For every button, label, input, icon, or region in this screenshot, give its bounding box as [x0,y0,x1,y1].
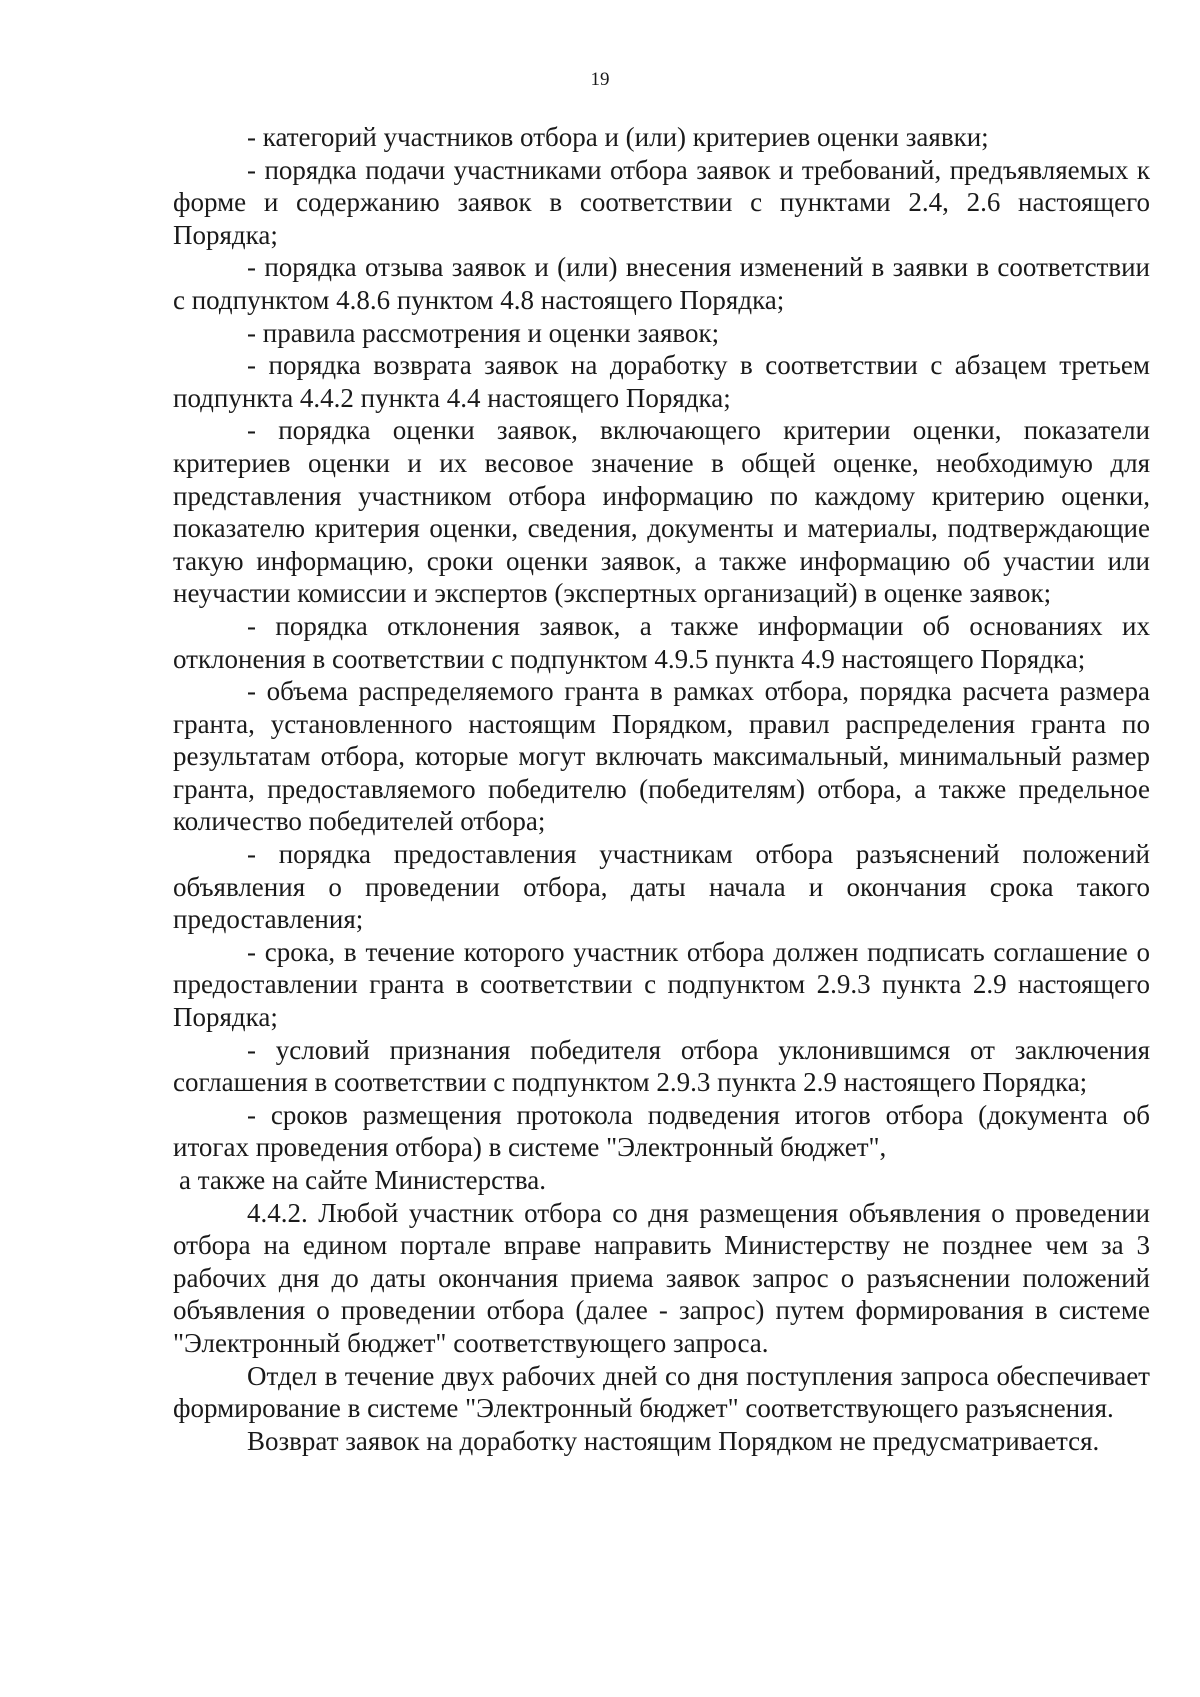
document-body [173,121,1150,1457]
paragraph-withdrawal-procedure: - порядка отзыва заявок и (или) внесения изменений в заявки в соответствии с подпунктом 4.8.6 пунктом 4.8 настоящего Порядка; [173,252,1150,315]
paragraph-no-return: Возврат заявок на доработку настоящим Порядком не предусматривается. [247,1425,1100,1456]
paragraph-protocol-placement-continuation: а также на сайте Министерства. [179,1165,546,1195]
paragraph-participant-categories: - категорий участников отбора и (или) критериев оценки заявки; [247,122,989,152]
paragraph-grant-volume: - объема распределяемого гранта в рамках отбора, порядка расчета размера гранта, установленного настоящим Порядком, правил распределения гранта по результатам отбора, которые могут включать максимальный, минимальный размер гранта, предоставляемого победителю (победителям) отбора, а также предельное количество победителей отбора; [173,676,1150,837]
paragraph-protocol-placement: - сроков размещения протокола подведения итогов отбора (документа об итогах проведения отбора) в системе "Электронный бюджет", [173,1099,1150,1163]
paragraph-agreement-deadline: - срока, в течение которого участник отбора должен подписать соглашение о предоставлении гранта в соответствии с подпунктом 2.9.3 пункта 2.9 настоящего Порядка; [173,936,1150,1033]
paragraph-clarifications: - порядка предоставления участникам отбора разъяснений положений объявления о проведении отбора, даты начала и окончания срока такого предоставления; [173,839,1150,935]
paragraph-submission-procedure: - порядка подачи участниками отбора заявок и требований, предъявляемых к форме и содержанию заявок в соответствии с пунктами 2.4, 2.6 настоящего Порядка; [173,154,1150,250]
paragraph-4-4-2: 4.4.2. Любой участник отбора со дня размещения объявления о проведении отбора на едином портале вправе направить Министерству не позднее чем за 3 рабочих дня до даты окончания приема заявок запрос о разъяснении положений объявления о проведении отбора (далее - запрос) путем формирования в системе "Электронный бюджет" соответствующего запроса. [173,1197,1150,1358]
paragraph-review-rules: - правила рассмотрения и оценки заявок; [247,317,720,348]
paragraph-evasion-conditions: - условий признания победителя отбора уклонившимся от заключения соглашения в соответствии с подпунктом 2.9.3 пункта 2.9 настоящего Порядка; [173,1034,1150,1098]
paragraph-rejection-procedure: - порядка отклонения заявок, а также информации об основаниях их отклонения в соответствии с подпунктом 4.9.5 пункта 4.9 настоящего Порядка; [173,610,1150,674]
page-number: 19 [590,69,610,90]
paragraph-evaluation-procedure: - порядка оценки заявок, включающего критерии оценки, показатели критериев оценки и их весовое значение в общей оценке, необходимую для представления участником отбора информацию по каждому критерию оценки, показателю критерия оценки, сведения, документы и материалы, подтверждающие такую информацию, сроки оценки заявок, а также информацию об участии или неучастии комиссии и экспертов (экспертных организаций) в оценке заявок; [173,415,1150,609]
paragraph-department-response: Отдел в течение двух рабочих дней со дня поступления запроса обеспечивает формирование в системе "Электронный бюджет" соответствующего разъяснения. [173,1360,1150,1424]
paragraph-return-procedure: - порядка возврата заявок на доработку в соответствии с абзацем третьем подпункта 4.4.2 пункта 4.4 настоящего Порядка; [173,350,1150,413]
